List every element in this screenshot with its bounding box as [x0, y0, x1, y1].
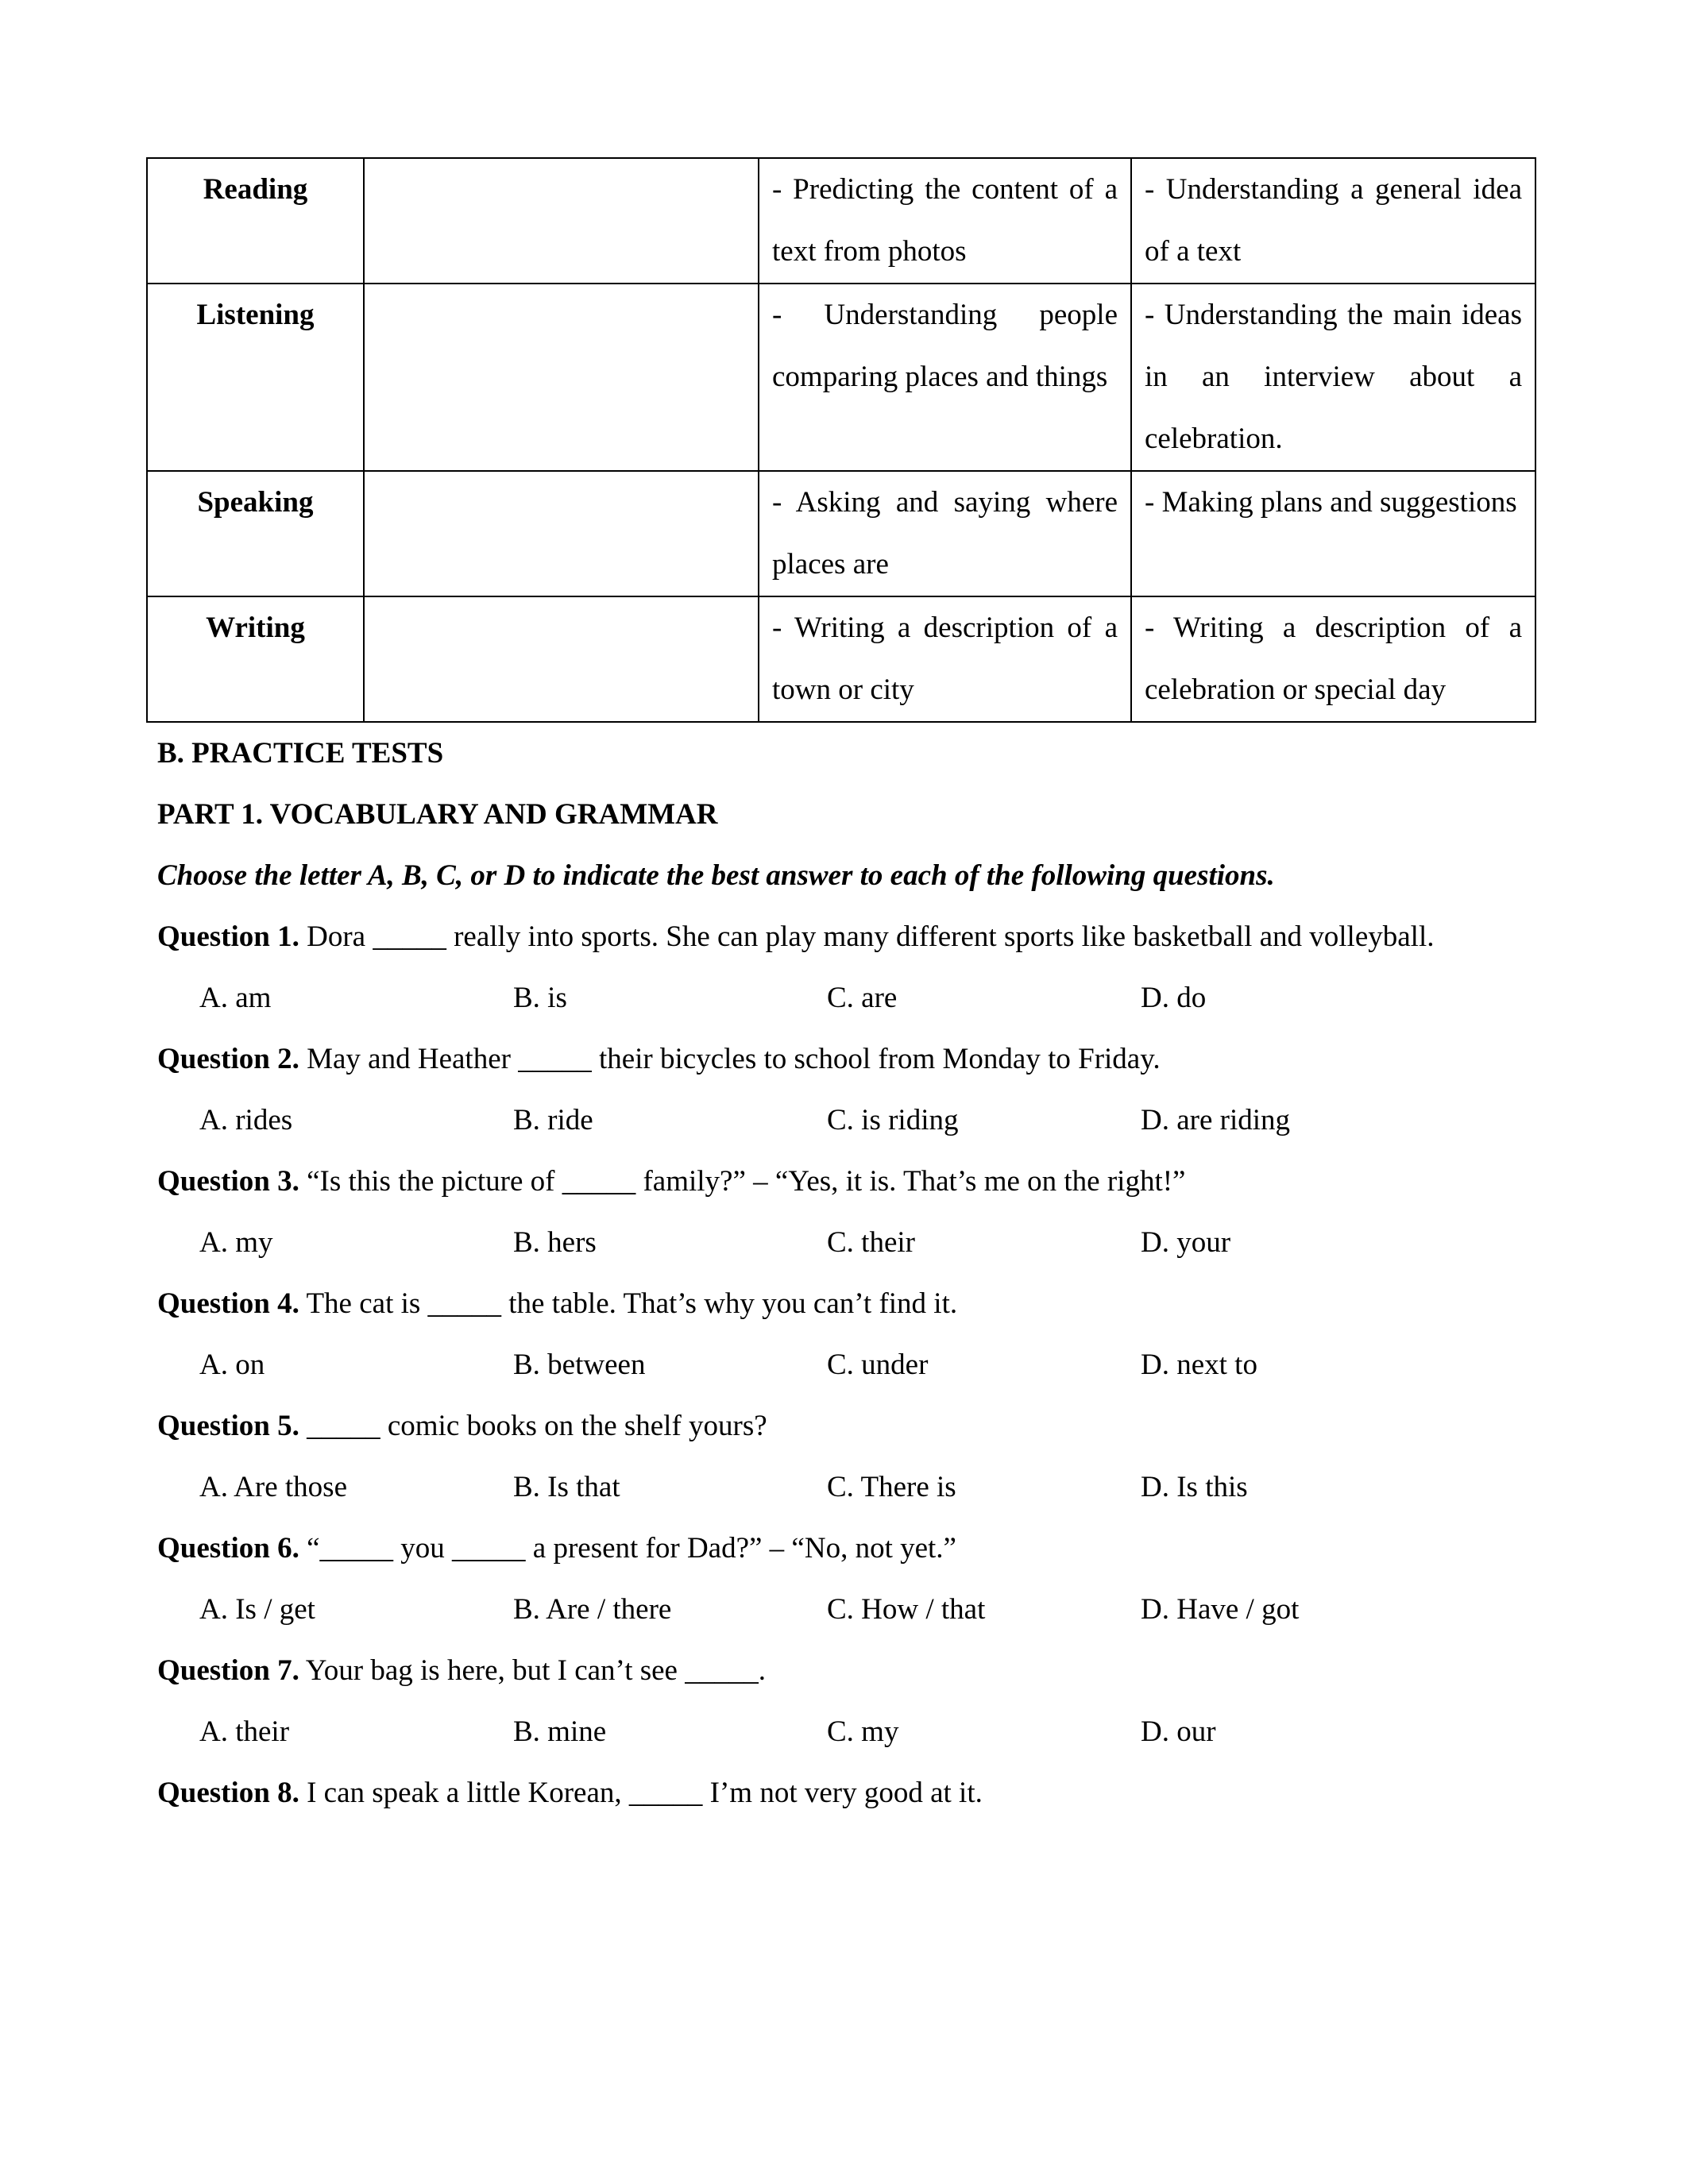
question-7: [146, 1640, 1524, 1701]
question-label: Question 1.: [157, 920, 299, 953]
question-text: May and Heather _____ their bicycles to school from Monday to Friday.: [307, 1043, 1161, 1075]
option-c: C. are: [827, 982, 898, 1014]
option-b: B. Is that: [513, 1471, 620, 1503]
table-cell-description: - Understanding people comparing places and things: [759, 284, 1131, 471]
skill-label-reading: Reading: [147, 158, 364, 284]
option-d: D. do: [1141, 982, 1207, 1014]
option-c: C. their: [827, 1226, 915, 1259]
question-text: “Is this the picture of _____ family?” – “Yes, it is. That’s me on the right!”: [307, 1165, 1186, 1198]
option-c: C. There is: [827, 1471, 956, 1503]
question-4-options: [146, 1334, 1535, 1395]
table-row-reading: [147, 158, 1535, 284]
question-text: _____ comic books on the shelf yours?: [307, 1410, 767, 1442]
option-a: A. their: [199, 1715, 290, 1748]
option-d: D. our: [1141, 1715, 1216, 1748]
option-a: A. my: [199, 1226, 273, 1259]
table-row-writing: [147, 596, 1535, 722]
skill-label-speaking: Speaking: [147, 471, 364, 596]
table-cell-empty: [364, 158, 759, 284]
question-4: [146, 1273, 1524, 1334]
question-text: “_____ you _____ a present for Dad?” – “No, not yet.”: [307, 1532, 956, 1565]
question-1-options: [146, 967, 1535, 1028]
option-b: B. ride: [513, 1104, 593, 1136]
option-a: A. rides: [199, 1104, 293, 1136]
question-6-options: [146, 1579, 1535, 1640]
question-label: Question 4.: [157, 1287, 299, 1320]
option-a: A. am: [199, 982, 272, 1014]
question-label: Question 5.: [157, 1410, 299, 1442]
table-cell-description: - Making plans and suggestions: [1131, 471, 1535, 596]
skill-label-writing: Writing: [147, 596, 364, 722]
question-2-options: [146, 1090, 1535, 1151]
question-label: Question 6.: [157, 1532, 299, 1565]
option-b: B. mine: [513, 1715, 607, 1748]
table-cell-empty: [364, 596, 759, 722]
question-label: Question 7.: [157, 1654, 299, 1687]
option-a: A. Are those: [199, 1471, 347, 1503]
option-d: D. Have / got: [1141, 1593, 1300, 1626]
table-cell-description: - Predicting the content of a text from photos: [759, 158, 1131, 284]
option-b: B. is: [513, 982, 567, 1014]
option-b: B. Are / there: [513, 1593, 672, 1626]
question-3-options: [146, 1212, 1535, 1273]
table-row-listening: [147, 284, 1535, 471]
table-row-speaking: [147, 471, 1535, 596]
question-7-options: [146, 1701, 1535, 1762]
question-text: The cat is _____ the table. That’s why you can’t find it.: [306, 1287, 958, 1320]
table-cell-empty: [364, 284, 759, 471]
table-cell-description: - Writing a description of a celebration or special day: [1131, 596, 1535, 722]
option-d: D. your: [1141, 1226, 1231, 1259]
table-cell-empty: [364, 471, 759, 596]
question-label: Question 3.: [157, 1165, 299, 1198]
question-label: Question 8.: [157, 1777, 299, 1809]
option-b: B. hers: [513, 1226, 597, 1259]
option-a: A. Is / get: [199, 1593, 315, 1626]
option-b: B. between: [513, 1349, 646, 1381]
question-5-options: [146, 1457, 1535, 1518]
question-label: Question 2.: [157, 1043, 299, 1075]
option-d: D. next to: [1141, 1349, 1257, 1381]
question-text: Dora _____ really into sports. She can play many different sports like basketball and volleyball.: [307, 920, 1435, 953]
section-heading-practice-tests: B. PRACTICE TESTS: [157, 737, 444, 770]
option-d: D. are riding: [1141, 1104, 1291, 1136]
table-cell-description: - Understanding a general idea of a text: [1131, 158, 1535, 284]
option-d: D. Is this: [1141, 1471, 1248, 1503]
question-6: [146, 1518, 1524, 1579]
skill-label-listening: Listening: [147, 284, 364, 471]
question-3: [146, 1151, 1524, 1212]
section-heading-part1: PART 1. VOCABULARY AND GRAMMAR: [157, 798, 718, 831]
question-5: [146, 1395, 1524, 1457]
option-c: C. How / that: [827, 1593, 986, 1626]
option-a: A. on: [199, 1349, 265, 1381]
question-text: I can speak a little Korean, _____ I’m not very good at it.: [307, 1777, 983, 1809]
question-text: Your bag is here, but I can’t see _____.: [305, 1654, 766, 1687]
option-c: C. under: [827, 1349, 929, 1381]
table-cell-description: - Asking and saying where places are: [759, 471, 1131, 596]
table-cell-description: - Understanding the main ideas in an interview about a celebration.: [1131, 284, 1535, 471]
option-c: C. my: [827, 1715, 899, 1748]
option-c: C. is riding: [827, 1104, 959, 1136]
question-2: [146, 1028, 1524, 1090]
question-1: [146, 906, 1524, 967]
document-content: [146, 157, 1535, 1823]
table-cell-description: - Writing a description of a town or city: [759, 596, 1131, 722]
skills-table: [146, 157, 1536, 723]
question-8: [146, 1762, 1524, 1823]
instruction-text: Choose the letter A, B, C, or D to indicate the best answer to each of the following questions.: [157, 859, 1275, 892]
